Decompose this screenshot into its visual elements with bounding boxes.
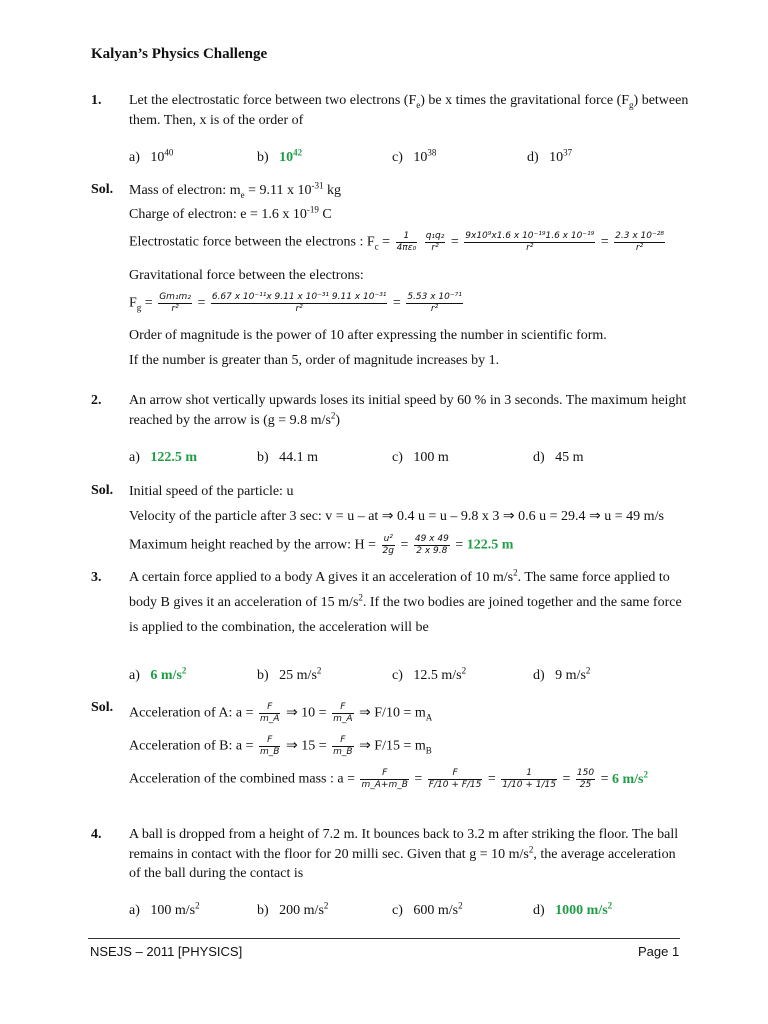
sol1-mass-line: Mass of electron: $m_e = 9.11$ x $10^{-31}$ kg bbox=[129, 180, 341, 200]
q4-option-b: b) 200 $m/s^2$ bbox=[257, 900, 329, 918]
sol1-gravitational-label: Gravitational force between the electrons: bbox=[129, 268, 364, 283]
fraction: $\frac{49 x 49}{2 x 9.8}$ bbox=[414, 534, 449, 556]
fraction: $\frac{\text{Gm₁m₂}}{\text{r²}}$ bbox=[159, 292, 191, 314]
fraction: $\frac{F}{m\_A}$ bbox=[333, 702, 353, 724]
fraction: $\frac{F}{m\_B}$ bbox=[260, 735, 280, 757]
fraction: $\frac{\text{q₁q₂}}{\text{r²}}$ bbox=[425, 231, 445, 253]
solution-2-label: Sol. bbox=[91, 483, 114, 498]
footer-page-number: Page 1 bbox=[638, 944, 680, 959]
sol2-line-1: Initial speed of the particle: u bbox=[129, 484, 294, 499]
q4-option-d-correct: d) 1000 $m/s^2$ bbox=[533, 900, 613, 918]
q3-option-b: b) 25 $m/s^2$ bbox=[257, 665, 322, 683]
fraction: $\frac{1}{1/10 + 1/15}$ bbox=[502, 768, 556, 790]
question-3-line-2: body B gives it an acceleration of 15 $m/s^2$. If the two bodies are joined together and the same force bbox=[129, 592, 682, 610]
fraction: $\frac{\text{9x10⁹x1.6 x 10⁻¹⁹1.6 x 10⁻¹⁹}}{\text{r²}}$ bbox=[465, 231, 595, 253]
q1-option-c: c) $10^{38}$ bbox=[392, 147, 437, 165]
solution-3-label: Sol. bbox=[91, 700, 114, 715]
sol2-line-3: Maximum height reached by the arrow: H = $\frac{\text{u²}}{2g}$ = $\frac{49 x 49}{2 x 9.8}$ = 122.5 m bbox=[129, 534, 514, 556]
q2-option-a-correct: a) 122.5 m bbox=[129, 450, 198, 465]
question-2-line-2: reached by the arrow is (g = 9.8 $m/s^2$) bbox=[129, 410, 341, 428]
fraction: $\frac{F}{m\_B}$ bbox=[333, 735, 353, 757]
question-3-line-3: is applied to the combination, the acceleration will be bbox=[129, 620, 429, 635]
q3-option-c: c) 12.5 $m/s^2$ bbox=[392, 665, 467, 683]
question-1-number: 1. bbox=[91, 93, 102, 108]
sol3-line-c: Acceleration of the combined mass : a = $\frac{F}{m\_A+m\_B}$ = $\frac{F}{F/10 + F/15}$ = $\frac{1}{1/10 + 1/15}$ = $\frac{150}{25}$ = 6 $m/s^2$ bbox=[129, 768, 648, 790]
footer-left: NSEJS – 2011 [PHYSICS] bbox=[90, 944, 243, 959]
sol3-line-b: Acceleration of B: a = $\frac{F}{m\_B}$ ⇒ 15 = $\frac{F}{m\_B}$ ⇒ $F/15 = m_B$ bbox=[129, 735, 432, 757]
q2-option-b: b) 44.1 m bbox=[257, 450, 319, 465]
question-1-line-2: them. Then, x is of the order of bbox=[129, 113, 304, 128]
q3-option-a-correct: a) 6 $m/s^2$ bbox=[129, 665, 187, 683]
q1-option-b-correct: b) $10^{42}$ bbox=[257, 147, 303, 165]
question-3-number: 3. bbox=[91, 570, 102, 585]
sol2-answer: 122.5 m bbox=[466, 537, 514, 553]
q2-option-c: c) 100 m bbox=[392, 450, 449, 465]
question-4-line-2: remains in contact with the floor for 20 milli sec. Given that g = 10 $m/s^2$, the average acceleration bbox=[129, 844, 676, 862]
sol1-note-2: If the number is greater than 5, order of magnitude increases by 1. bbox=[129, 353, 500, 368]
q4-option-c: c) 600 $m/s^2$ bbox=[392, 900, 463, 918]
fraction: $\frac{150}{25}$ bbox=[576, 768, 595, 790]
sol3-line-a: Acceleration of A: a = $\frac{F}{m\_A}$ ⇒ 10 = $\frac{F}{m\_A}$ ⇒ $F/10 = m_A$ bbox=[129, 702, 433, 724]
fraction: $\frac{\text{u²}}{2g}$ bbox=[382, 534, 394, 556]
q1-option-a: a) $10^{40}$ bbox=[129, 147, 174, 165]
fraction: $\frac{1}{\text{4πε₀}}$ bbox=[396, 231, 417, 253]
q1-option-d: d) $10^{37}$ bbox=[527, 147, 573, 165]
sol1-charge-line: Charge of electron: e = 1.6 x $10^{-19}$ C bbox=[129, 204, 332, 222]
solution-1-label: Sol. bbox=[91, 182, 114, 197]
q3-option-d: d) 9 $m/s^2$ bbox=[533, 665, 591, 683]
question-2-number: 2. bbox=[91, 393, 102, 408]
sol1-electrostatic-line: Electrostatic force between the electrons : $F_c$ = $\frac{1}{\text{4πε₀}}$ $\frac{\text{q₁q₂}}{\text{r²}}$ = $\frac{\text{9x10⁹x1.6 x 10⁻¹⁹1.6 x 10⁻¹⁹}}{\text{r²}}$ = $\frac{\text{2.3 x 10⁻²⁸}}{\text{r²}}$ bbox=[129, 231, 664, 253]
q4-option-a: a) 100 $m/s^2$ bbox=[129, 900, 200, 918]
fraction: $\frac{F}{F/10 + F/15}$ bbox=[428, 768, 482, 790]
fraction: $\frac{F}{m\_A}$ bbox=[260, 702, 280, 724]
fraction: $\frac{\text{5.53 x 10⁻⁷¹}}{\text{r²}}$ bbox=[407, 292, 462, 314]
question-4-line-1: A ball is dropped from a height of 7.2 m. It bounces back to 3.2 m after striking the floor. The ball bbox=[129, 827, 679, 842]
sol3-answer: 6 $m/s^2$ bbox=[611, 769, 648, 787]
question-4-number: 4. bbox=[91, 827, 102, 842]
fraction: $\frac{\text{2.3 x 10⁻²⁸}}{\text{r²}}$ bbox=[615, 231, 664, 253]
question-1-line-1: Let the electrostatic force between two electrons $(F_e)$ be x times the gravitational force $(F_g)$ between bbox=[129, 93, 689, 110]
page-title: Kalyan’s Physics Challenge bbox=[91, 46, 268, 62]
footer-divider bbox=[88, 938, 680, 939]
sol1-note-1: Order of magnitude is the power of 10 after expressing the number in scientific form. bbox=[129, 328, 607, 343]
fraction: $\frac{\text{6.67 x 10⁻¹¹x 9.11 x 10⁻³¹ 9.11 x 10⁻³¹}}{\text{r²}}$ bbox=[211, 292, 387, 314]
question-3-line-1: A certain force applied to a body A gives it an acceleration of 10 $m/s^2$. The same force applied to bbox=[129, 567, 670, 585]
fraction: $\frac{F}{m\_A+m\_B}$ bbox=[361, 768, 408, 790]
q2-option-d: d) 45 m bbox=[533, 450, 584, 465]
sol1-gravitational-line: $F_g$ = $\frac{\text{Gm₁m₂}}{\text{r²}}$ = $\frac{\text{6.67 x 10⁻¹¹x 9.11 x 10⁻³¹ 9.11 x 10⁻³¹}}{\text{r²}}$ = $\frac{\text{5.53 x 10⁻⁷¹}}{\text{r²}}$ bbox=[129, 292, 462, 314]
sol2-line-2: Velocity of the particle after 3 sec: v = u – at ⇒ 0.4 u = u – 9.8 x 3 ⇒ 0.6 u = 29.4 ⇒ u = 49 m/s bbox=[129, 509, 664, 524]
question-4-line-3: of the ball during the contact is bbox=[129, 866, 304, 881]
question-2-line-1: An arrow shot vertically upwards loses its initial speed by 60 % in 3 seconds. The maximum height bbox=[129, 393, 687, 408]
